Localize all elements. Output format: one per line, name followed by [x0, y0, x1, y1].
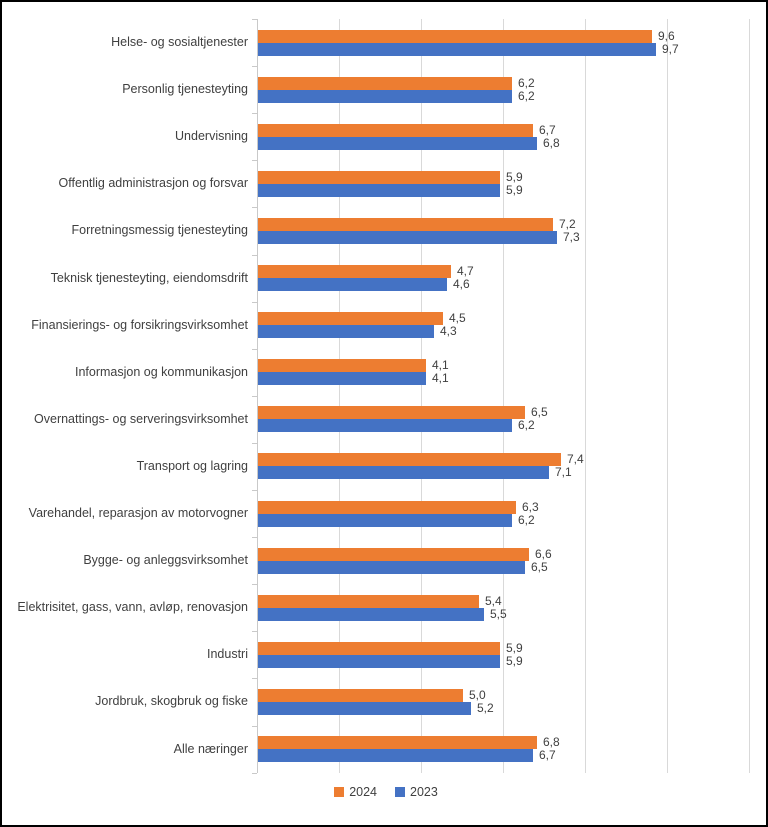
bar-2024 — [258, 642, 500, 655]
category-label: Finansierings- og forsikringsvirksomhet — [31, 318, 248, 332]
bar-2023 — [258, 43, 656, 56]
legend-label: 2024 — [349, 785, 377, 799]
bar-2023 — [258, 466, 549, 479]
bar-2023 — [258, 231, 557, 244]
tick-mark — [252, 255, 257, 256]
category-label: Offentlig administrasjon og forsvar — [58, 176, 248, 190]
bar-2024 — [258, 548, 529, 561]
value-label-2024: 4,1 — [432, 358, 449, 372]
bar-2024 — [258, 30, 652, 43]
value-label-2023: 6,2 — [518, 418, 535, 432]
bar-2023 — [258, 655, 500, 668]
value-label-2023: 4,6 — [453, 277, 470, 291]
tick-mark — [252, 537, 257, 538]
value-label-2023: 7,1 — [555, 465, 572, 479]
bar-2023 — [258, 372, 426, 385]
bar-2023 — [258, 184, 500, 197]
category-label: Jordbruk, skogbruk og fiske — [95, 694, 248, 708]
bar-2024 — [258, 171, 500, 184]
gridline — [667, 19, 668, 773]
gridline — [749, 19, 750, 773]
value-label-2023: 7,3 — [563, 230, 580, 244]
bar-2024 — [258, 501, 516, 514]
category-label: Transport og lagring — [136, 459, 248, 473]
bar-2024 — [258, 312, 443, 325]
gridline — [585, 19, 586, 773]
value-label-2023: 4,1 — [432, 371, 449, 385]
value-label-2023: 5,5 — [490, 607, 507, 621]
value-label-2024: 6,3 — [522, 500, 539, 514]
legend-swatch-icon — [395, 787, 405, 797]
bar-2024 — [258, 736, 537, 749]
category-label: Bygge- og anleggsvirksomhet — [83, 553, 248, 567]
legend-item-2023 — [395, 785, 438, 799]
tick-mark — [252, 160, 257, 161]
bar-2024 — [258, 689, 463, 702]
tick-mark — [252, 584, 257, 585]
bar-2023 — [258, 561, 525, 574]
value-label-2024: 7,4 — [567, 452, 584, 466]
value-label-2023: 5,9 — [506, 183, 523, 197]
tick-mark — [252, 490, 257, 491]
legend — [2, 785, 768, 799]
bar-2024 — [258, 406, 525, 419]
value-label-2024: 6,6 — [535, 547, 552, 561]
category-label: Forretningsmessig tjenesteyting — [71, 223, 248, 237]
tick-mark — [252, 349, 257, 350]
bar-2024 — [258, 359, 426, 372]
tick-mark — [252, 726, 257, 727]
tick-mark — [252, 443, 257, 444]
value-label-2024: 4,7 — [457, 264, 474, 278]
bar-2023 — [258, 137, 537, 150]
legend-label: 2023 — [410, 785, 438, 799]
value-label-2024: 7,2 — [559, 217, 576, 231]
category-label: Undervisning — [175, 129, 248, 143]
value-label-2023: 6,2 — [518, 513, 535, 527]
tick-mark — [252, 19, 257, 20]
category-label: Elektrisitet, gass, vann, avløp, renovasjon — [17, 600, 248, 614]
value-label-2024: 6,2 — [518, 76, 535, 90]
bar-2023 — [258, 608, 484, 621]
bar-2023 — [258, 702, 471, 715]
bar-2024 — [258, 218, 553, 231]
value-label-2024: 6,8 — [543, 735, 560, 749]
bar-2023 — [258, 419, 512, 432]
legend-item-2024 — [334, 785, 377, 799]
category-label: Informasjon og kommunikasjon — [75, 365, 248, 379]
value-label-2024: 4,5 — [449, 311, 466, 325]
legend-swatch-icon — [334, 787, 344, 797]
value-label-2024: 5,0 — [469, 688, 486, 702]
bar-2024 — [258, 595, 479, 608]
value-label-2023: 6,7 — [539, 748, 556, 762]
bar-2024 — [258, 124, 533, 137]
tick-mark — [252, 207, 257, 208]
value-label-2024: 5,9 — [506, 170, 523, 184]
bar-2024 — [258, 77, 512, 90]
value-label-2024: 5,9 — [506, 641, 523, 655]
bar-2023 — [258, 514, 512, 527]
value-label-2024: 6,5 — [531, 405, 548, 419]
value-label-2024: 5,4 — [485, 594, 502, 608]
category-label: Helse- og sosialtjenester — [111, 35, 248, 49]
value-label-2023: 6,8 — [543, 136, 560, 150]
tick-mark — [252, 302, 257, 303]
value-label-2023: 6,2 — [518, 89, 535, 103]
category-label: Varehandel, reparasjon av motorvogner — [28, 506, 248, 520]
plot-area — [2, 2, 768, 827]
tick-mark — [252, 396, 257, 397]
value-label-2024: 9,6 — [658, 29, 675, 43]
bar-2023 — [258, 90, 512, 103]
value-label-2023: 6,5 — [531, 560, 548, 574]
tick-mark — [252, 678, 257, 679]
value-label-2023: 5,2 — [477, 701, 494, 715]
tick-mark — [252, 66, 257, 67]
tick-mark — [252, 113, 257, 114]
value-label-2023: 4,3 — [440, 324, 457, 338]
bar-2023 — [258, 278, 447, 291]
category-label: Industri — [207, 647, 248, 661]
bar-2024 — [258, 453, 561, 466]
category-label: Alle næringer — [173, 742, 248, 756]
bar-2023 — [258, 325, 434, 338]
value-label-2023: 5,9 — [506, 654, 523, 668]
category-label: Overnattings- og serveringsvirksomhet — [34, 412, 248, 426]
tick-mark — [252, 631, 257, 632]
bar-2024 — [258, 265, 451, 278]
category-label: Teknisk tjenesteyting, eiendomsdrift — [50, 271, 248, 285]
value-label-2024: 6,7 — [539, 123, 556, 137]
value-label-2023: 9,7 — [662, 42, 679, 56]
bar-2023 — [258, 749, 533, 762]
category-label: Personlig tjenesteyting — [122, 82, 248, 96]
tick-mark — [252, 773, 257, 774]
